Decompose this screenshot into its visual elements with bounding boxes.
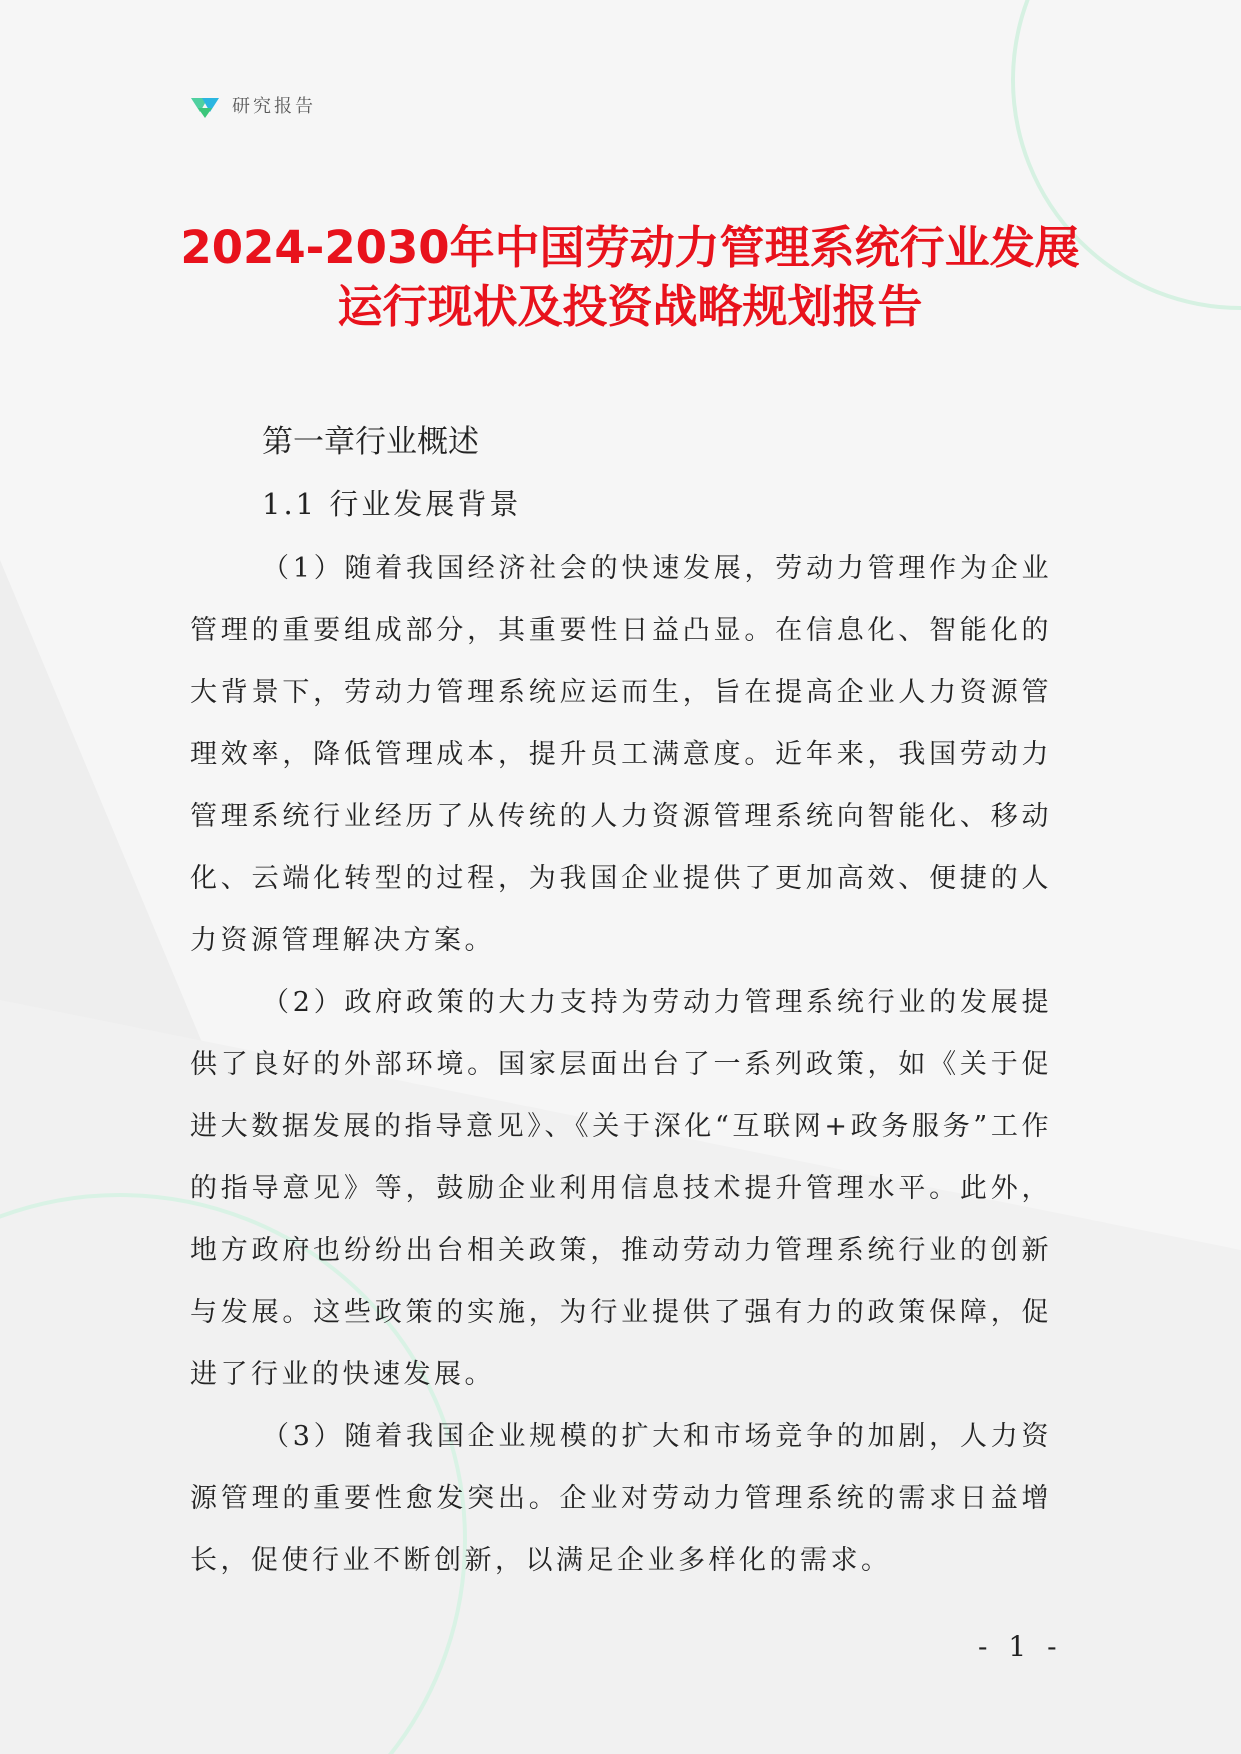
page-number: - 1 -	[978, 1630, 1063, 1663]
paragraph-2: （2）政府政策的大力支持为劳动力管理系统行业的发展提供了良好的外部环境。国家层面出台了一系列政策，如《关于促进大数据发展的指导意见》、《关于深化“互联网+政务服务”工作的指导意见》等，鼓励企业利用信息技术提升管理水平。此外，地方政府也纷纷出台相关政策，推动劳动力管理系统行业的创新与发展。这些政策的实施，为行业提供了强有力的政策保障，促进了行业的快速发展。	[190, 987, 1052, 1390]
section-heading: 1.1 行业发展背景	[262, 487, 522, 521]
title-line-1: 2024-2030年中国劳动力管理系统行业发展	[180, 221, 1080, 274]
brand-logo-icon	[188, 88, 222, 122]
main-content	[190, 416, 1052, 1592]
report-header	[188, 88, 316, 122]
paragraph-1: （1）随着我国经济社会的快速发展，劳动力管理作为企业管理的重要组成部分，其重要性日益凸显。在信息化、智能化的大背景下，劳动力管理系统应运而生，旨在提高企业人力资源管理效率，降低管理成本，提升员工满意度。近年来，我国劳动力管理系统行业经历了从传统的人力资源管理系统向智能化、移动化、云端化转型的过程，为我国企业提供了更加高效、便捷的人力资源管理解决方案。	[190, 553, 1052, 956]
title-line-2: 运行现状及投资战略规划报告	[337, 280, 923, 333]
chapter-heading: 第一章行业概述	[262, 424, 479, 460]
report-title	[150, 218, 1110, 336]
header-label: 研究报告	[232, 96, 316, 117]
paragraph-3: （3）随着我国企业规模的扩大和市场竞争的加剧，人力资源管理的重要性愈发突出。企业对劳动力管理系统的需求日益增长，促使行业不断创新，以满足企业多样化的需求。	[190, 1421, 1052, 1576]
